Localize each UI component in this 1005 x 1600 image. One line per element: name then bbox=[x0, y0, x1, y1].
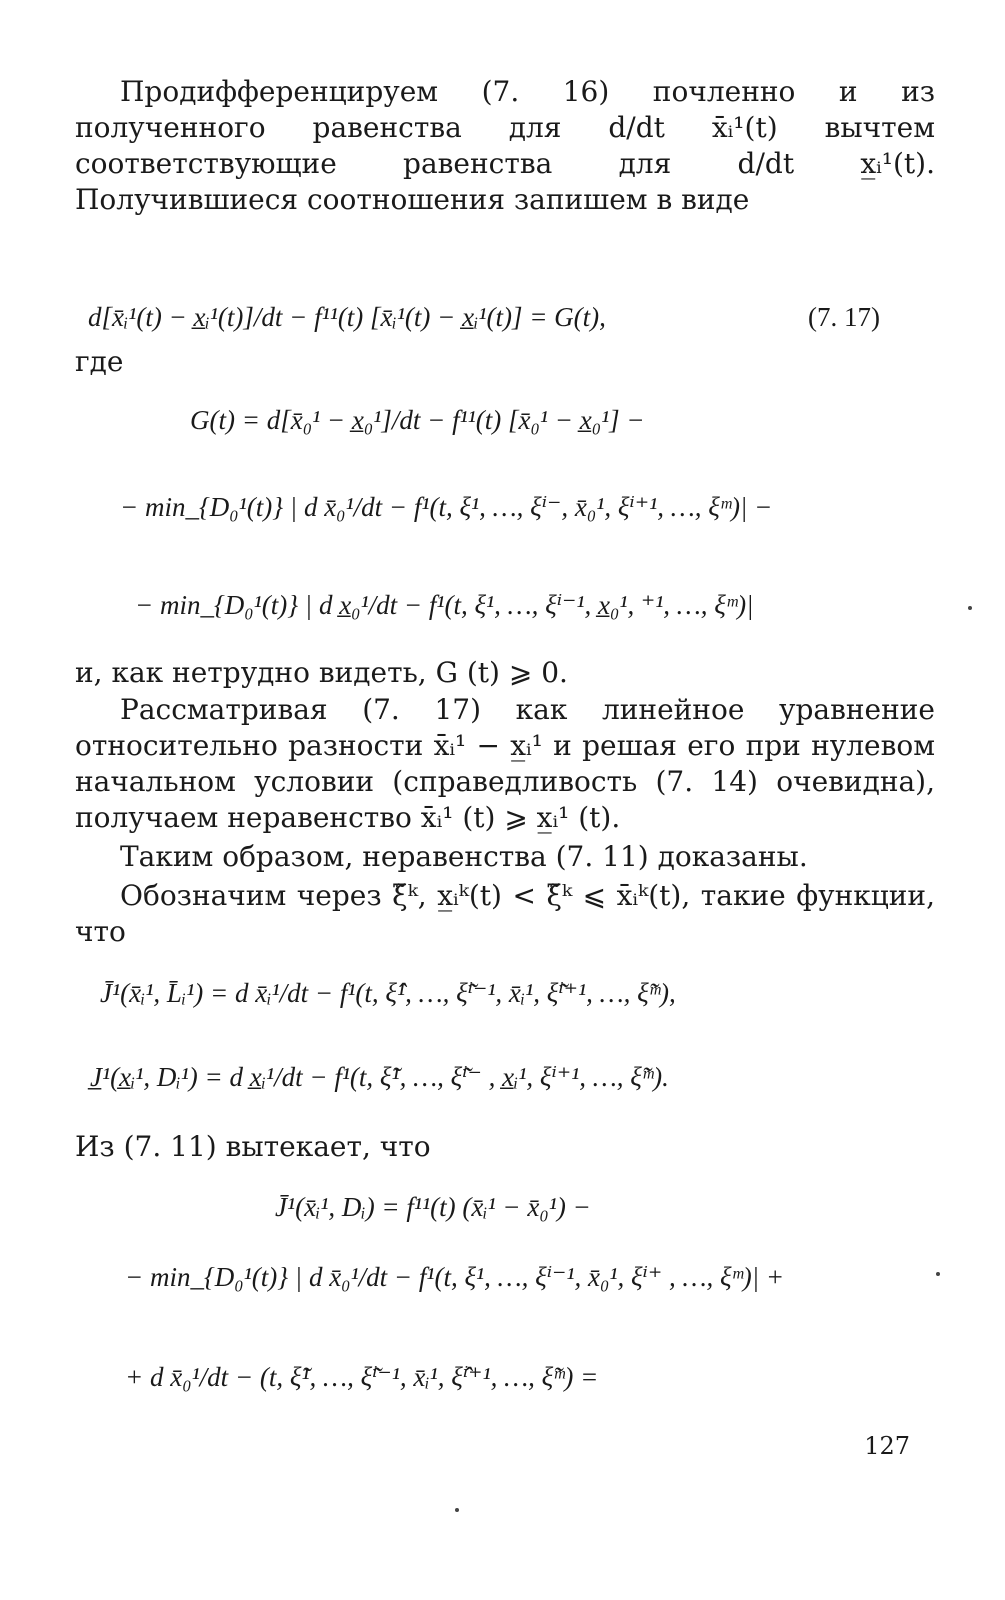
print-speck bbox=[936, 1272, 940, 1276]
text-where: где bbox=[75, 345, 124, 378]
text-g-nonnegative: и, как нетрудно видеть, G (t) ⩾ 0. bbox=[75, 656, 568, 689]
paragraph-denote: Обозначим через ξ̃ᵏ, x̲ᵢᵏ(t) < ξ̃ᵏ ⩽ x̄ᵢᵏ(t), такие функции, что bbox=[75, 879, 935, 948]
equation-result-line-3: + d x̄₀¹/dt − (t, ξ̃¹, …, ξ̃ⁱ⁻¹, x̄ᵢ¹, ξ̂ⁱ⁺¹, …, ξ̃ᵐ) = bbox=[125, 1362, 599, 1392]
equation-g-line-1: G(t) = d[x̄₀¹ − x̲₀¹]/dt − f¹¹(t) [x̄₀¹ − x̲₀¹] − bbox=[190, 405, 645, 435]
print-speck bbox=[455, 1508, 459, 1512]
equation-g-line-2: − min_{D₀¹(t)} | d x̄₀¹/dt − f¹(t, ξ¹, …, ξⁱ⁻, x̄₀¹, ξⁱ⁺¹, …, ξᵐ)| − bbox=[120, 492, 773, 522]
equation-result-line-1: J̄¹(x̄ᵢ¹, Dᵢ) = f¹¹(t) (x̄ᵢ¹ − x̄₀¹) − bbox=[275, 1192, 591, 1222]
page-number: 127 bbox=[864, 1432, 910, 1460]
equation-7-17: d[x̄ᵢ¹(t) − x̲ᵢ¹(t)]/dt − f¹¹(t) [x̄ᵢ¹(t) − x̲ᵢ¹(t)] = G(t), bbox=[88, 302, 606, 332]
equation-g-line-3: − min_{D₀¹(t)} | d x̲₀¹/dt − f¹(t, ξ¹, …, ξⁱ⁻¹, x̲₀¹, ⁺¹, …, ξᵐ)| bbox=[135, 590, 754, 620]
paragraph-differentiate: Продифференцируем (7. 16) почленно и из полученного равенства для d/dt x̄ᵢ¹(t) вычтем соответствующие равенства для d/dt x̲ᵢ¹(t). Получившиеся соотношения запишем в виде bbox=[75, 75, 935, 216]
equation-j-upper: J̄¹(x̄ᵢ¹, L̄ᵢ¹) = d x̄ᵢ¹/dt − f¹(t, ξ̂¹, …, ξ̃ⁱ⁻¹, x̄ᵢ¹, ξ̃ⁱ⁺¹, …, ξ̃ᵐ), bbox=[100, 978, 676, 1008]
print-speck bbox=[968, 606, 972, 610]
paragraph-proved: Таким образом, неравенства (7. 11) доказаны. bbox=[120, 840, 808, 873]
equation-number-7-17: (7. 17) bbox=[808, 302, 880, 332]
paragraph-follows: Из (7. 11) вытекает, что bbox=[75, 1130, 431, 1163]
paragraph-linear-equation: Рассматривая (7. 17) как линейное уравнение относительно разности x̄ᵢ¹ − x̲ᵢ¹ и решая его при нулевом начальном условии (справедливость (7. 14) очевидна), получаем неравенство x̄ᵢ¹ (t) ⩾ x̲ᵢ¹ (t). bbox=[75, 693, 935, 834]
equation-j-lower: J̲¹(x̲ᵢ¹, Dᵢ¹) = d x̲ᵢ¹/dt − f¹(t, ξ̃¹, …, ξ̃ⁱ⁻ , x̲ᵢ¹, ξⁱ⁺¹, …, ξ̃ᵐ). bbox=[90, 1062, 669, 1092]
equation-result-line-2: − min_{D₀¹(t)} | d x̄₀¹/dt − f¹(t, ξ¹, …, ξⁱ⁻¹, x̄₀¹, ξⁱ⁺ , …, ξᵐ)| + bbox=[125, 1262, 785, 1292]
